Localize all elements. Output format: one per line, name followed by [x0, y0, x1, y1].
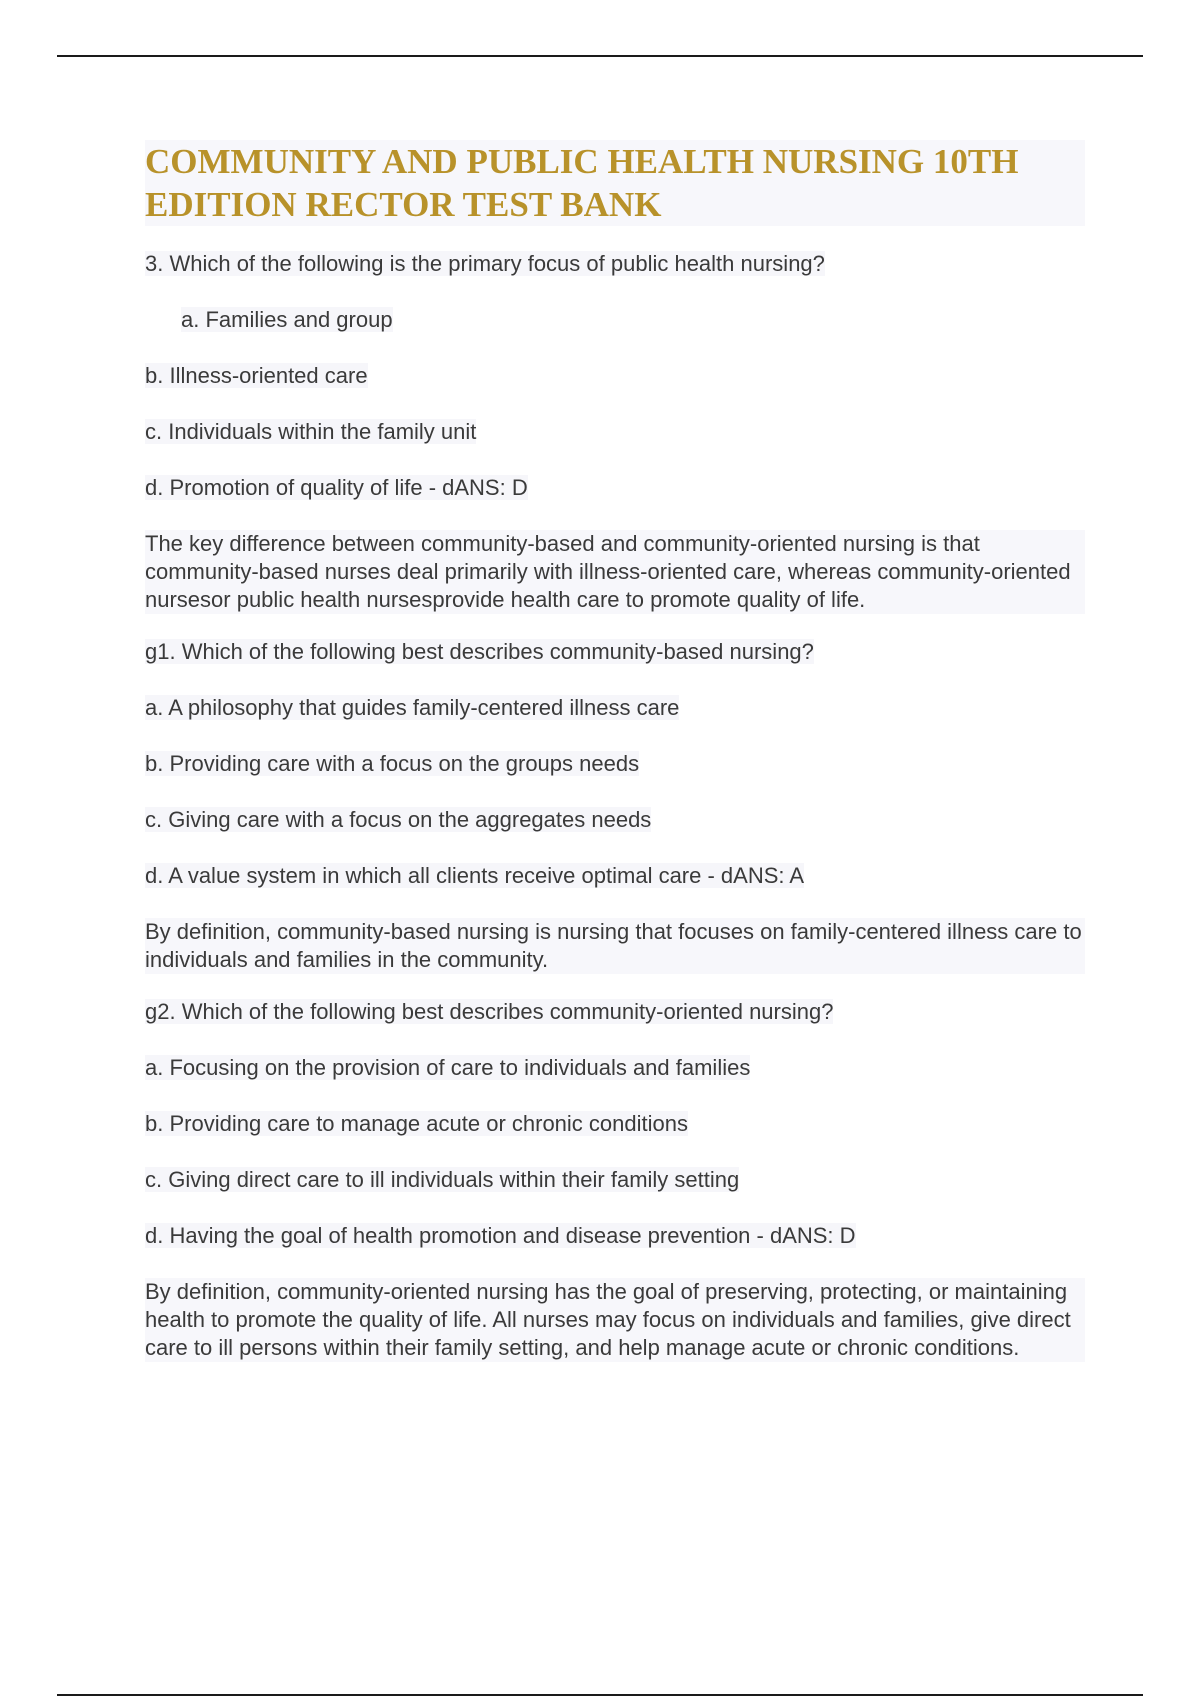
- question-text: g1. Which of the following best describes community-based nursing?: [145, 639, 814, 664]
- top-rule: [57, 55, 1143, 57]
- question-g1: [145, 638, 1085, 974]
- document-body: [145, 140, 1085, 1386]
- bottom-rule: [57, 1694, 1143, 1696]
- question-3: [145, 250, 1085, 614]
- question-g2: [145, 998, 1085, 1362]
- option-d: d. Having the goal of health promotion and disease prevention - dANS: D: [145, 1223, 856, 1248]
- option-a: a. A philosophy that guides family-centered illness care: [145, 695, 680, 720]
- document-title: COMMUNITY AND PUBLIC HEALTH NURSING 10TH EDITION RECTOR TEST BANK: [145, 140, 1085, 226]
- rationale: By definition, community-oriented nursing has the goal of preserving, protecting, or maintaining health to promote the quality of life. All nurses may focus on individuals and families, give direct care to ill persons within their family setting, and help manage acute or chronic conditions.: [145, 1278, 1085, 1362]
- option-c: c. Giving care with a focus on the aggregates needs: [145, 807, 652, 832]
- option-d: d. A value system in which all clients receive optimal care - dANS: A: [145, 863, 805, 888]
- option-b: b. Providing care with a focus on the groups needs: [145, 751, 640, 776]
- rationale: By definition, community-based nursing is nursing that focuses on family-centered illness care to individuals and families in the community.: [145, 918, 1085, 974]
- option-c: c. Individuals within the family unit: [145, 419, 477, 444]
- option-d: d. Promotion of quality of life - dANS: D: [145, 475, 528, 500]
- option-b: b. Providing care to manage acute or chronic conditions: [145, 1111, 688, 1136]
- option-c: c. Giving direct care to ill individuals within their family setting: [145, 1167, 740, 1192]
- option-b: b. Illness-oriented care: [145, 363, 368, 388]
- option-a: a. Focusing on the provision of care to individuals and families: [145, 1055, 751, 1080]
- question-text: 3. Which of the following is the primary focus of public health nursing?: [145, 251, 825, 276]
- option-a: a. Families and group: [181, 307, 393, 332]
- rationale: The key difference between community-based and community-oriented nursing is that community-based nurses deal primarily with illness-oriented care, whereas community-oriented nursesor public health nursesprovide health care to promote quality of life.: [145, 530, 1085, 614]
- question-text: g2. Which of the following best describes community-oriented nursing?: [145, 999, 834, 1024]
